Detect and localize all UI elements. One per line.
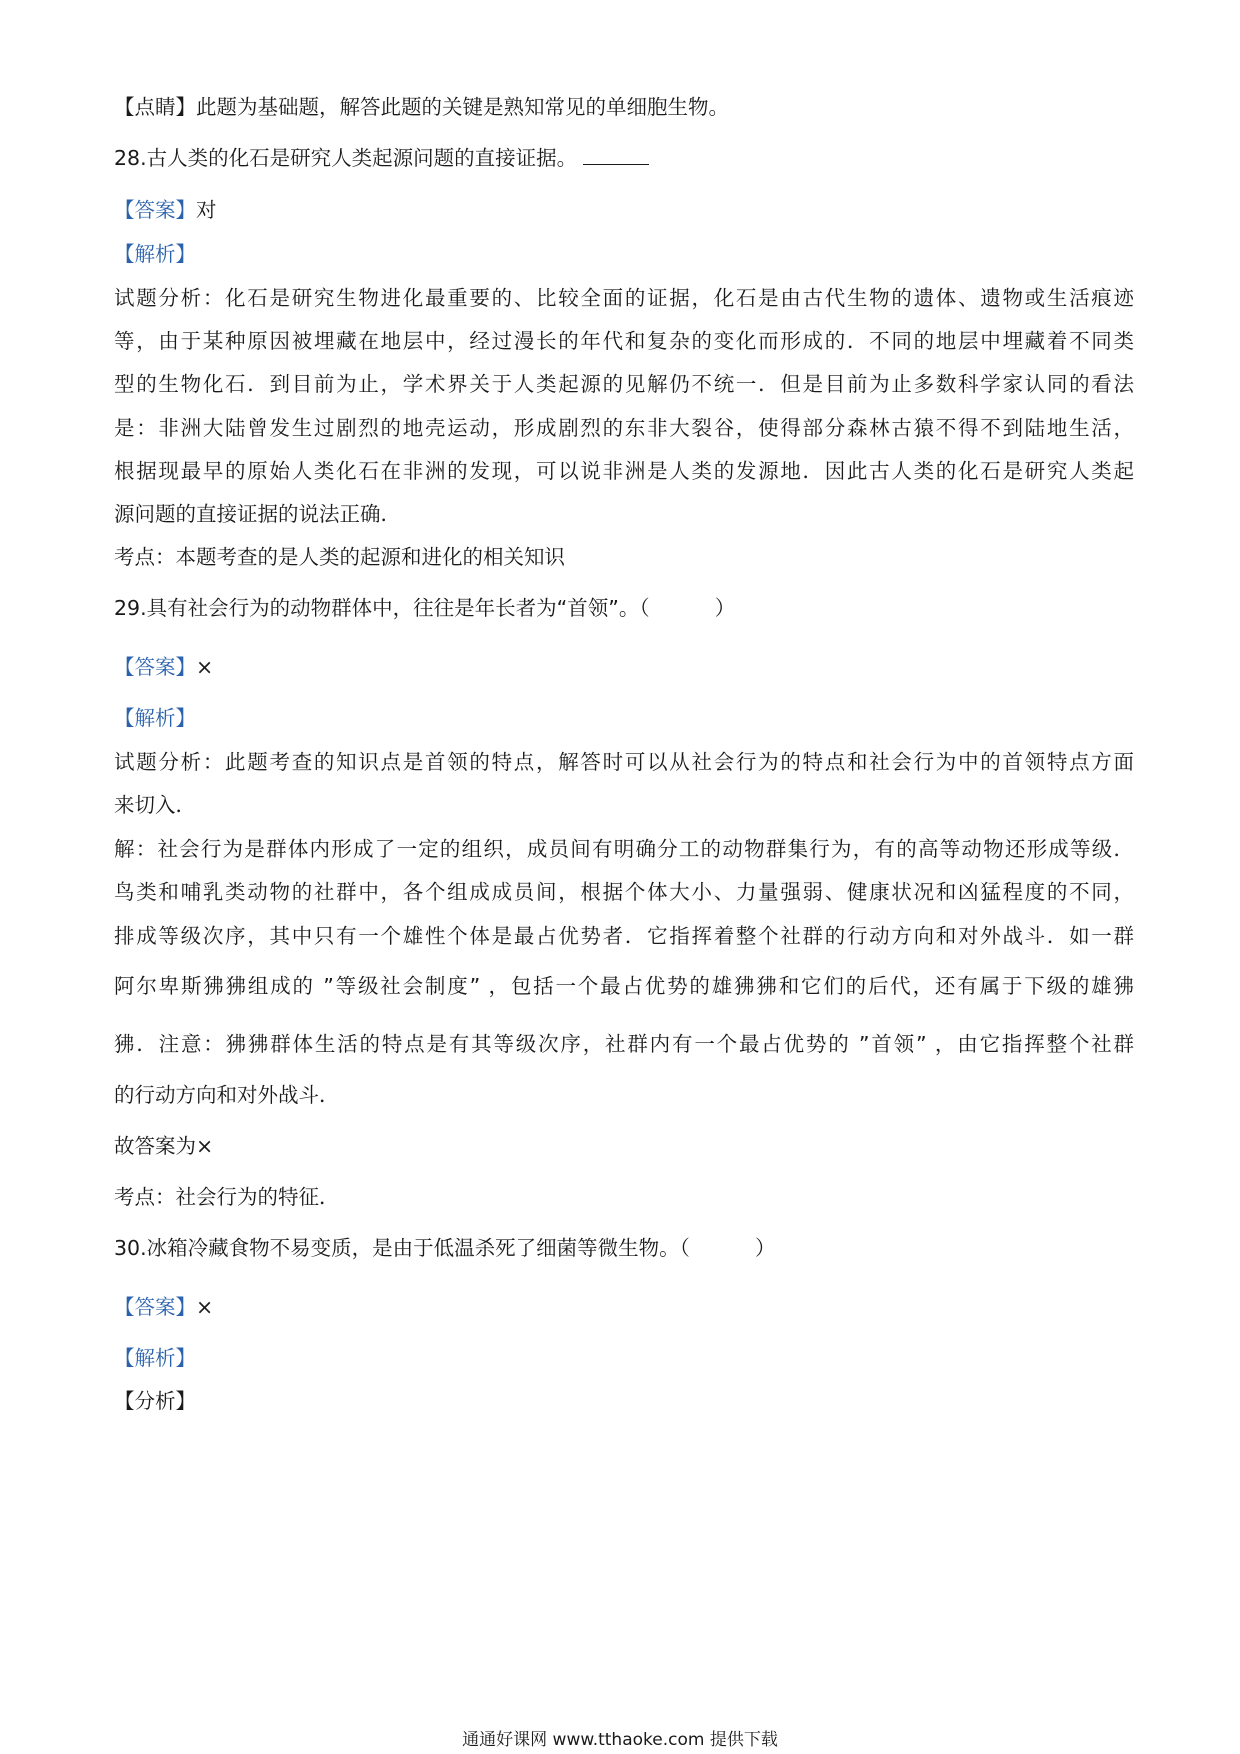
paragraph-line: 的行动方向和对外战斗． (114, 1083, 340, 1107)
conclusion-29: 故答案为× (114, 1134, 214, 1158)
paragraph-line: 狒．注意：狒狒群体生活的特点是有其等级次序，社群内有一个最占优势的 ”首领” ，由它指挥整个社群 (114, 1032, 1134, 1056)
paragraph-line: 根据现最早的原始人类化石在非洲的发现，可以说非洲是人类的发源地．因此古人类的化石是研究人类起 (114, 459, 1134, 483)
paragraph-line: 试题分析：化石是研究生物进化最重要的、比较全面的证据，化石是由古代生物的遗体、遗物或生活痕迹 (114, 286, 1134, 310)
answer-28 (114, 196, 1134, 224)
paragraph-line: 试题分析：此题考查的知识点是首领的特点，解答时可以从社会行为的特点和社会行为中的首领特点方面 (114, 750, 1134, 774)
question-text: 28.古人类的化石是研究人类起源问题的直接证据。 (114, 146, 578, 170)
paragraph-line: 鸟类和哺乳类动物的社群中，各个组成成员间，根据个体大小、力量强弱、健康状况和凶猛程度的不同， (114, 880, 1134, 904)
question-30: 30.冰箱冷藏食物不易变质，是由于低温杀死了细菌等微生物。（ ） (114, 1236, 776, 1260)
answer-tag: 【答案】 (114, 198, 196, 222)
answer-value: 对 (196, 198, 217, 222)
analysis-tag-29: 【解析】 (114, 706, 196, 730)
key-point-29: 考点：社会行为的特征． (114, 1185, 340, 1209)
section-tag-analysis: 【分析】 (114, 1389, 196, 1413)
page-footer: 通通好课网 www.tthaoke.com 提供下载 (462, 1730, 778, 1750)
answer-tag: 【答案】 (114, 655, 196, 679)
answer-29 (114, 653, 1134, 681)
answer-blank (583, 146, 649, 165)
answer-tag: 【答案】 (114, 1295, 196, 1319)
paragraph-line: 阿尔卑斯狒狒组成的 ”等级社会制度” ，包括一个最占优势的雄狒狒和它们的后代，还有属于下级的雄狒 (114, 974, 1134, 998)
answer-30 (114, 1293, 1134, 1321)
answer-value: × (196, 1295, 214, 1319)
question-28 (114, 144, 1134, 172)
question-29: 29.具有社会行为的动物群体中，往往是年长者为“首领”。（ ） (114, 596, 736, 620)
key-point-28: 考点：本题考查的是人类的起源和进化的相关知识 (114, 545, 565, 569)
paragraph-line: 【点睛】此题为基础题，解答此题的关键是熟知常见的单细胞生物。 (114, 95, 729, 119)
paragraph-line: 解：社会行为是群体内形成了一定的组织，成员间有明确分工的动物群集行为，有的高等动物还形成等级． (114, 837, 1134, 861)
paragraph-line: 型的生物化石．到目前为止，学术界关于人类起源的见解仍不统一．但是目前为止多数科学家认同的看法 (114, 372, 1134, 396)
answer-value: × (196, 655, 214, 679)
analysis-tag-28: 【解析】 (114, 242, 196, 266)
paragraph-line: 源问题的直接证据的说法正确． (114, 502, 401, 526)
paragraph-line: 排成等级次序，其中只有一个雄性个体是最占优势者．它指挥着整个社群的行动方向和对外战斗．如一群 (114, 924, 1134, 948)
paragraph-line: 等，由于某种原因被埋藏在地层中，经过漫长的年代和复杂的变化而形成的．不同的地层中埋藏着不同类 (114, 329, 1134, 353)
analysis-tag-30: 【解析】 (114, 1346, 196, 1370)
paragraph-line: 是：非洲大陆曾发生过剧烈的地壳运动，形成剧烈的东非大裂谷，使得部分森林古猿不得不到陆地生活， (114, 416, 1134, 440)
paragraph-line: 来切入． (114, 793, 196, 817)
